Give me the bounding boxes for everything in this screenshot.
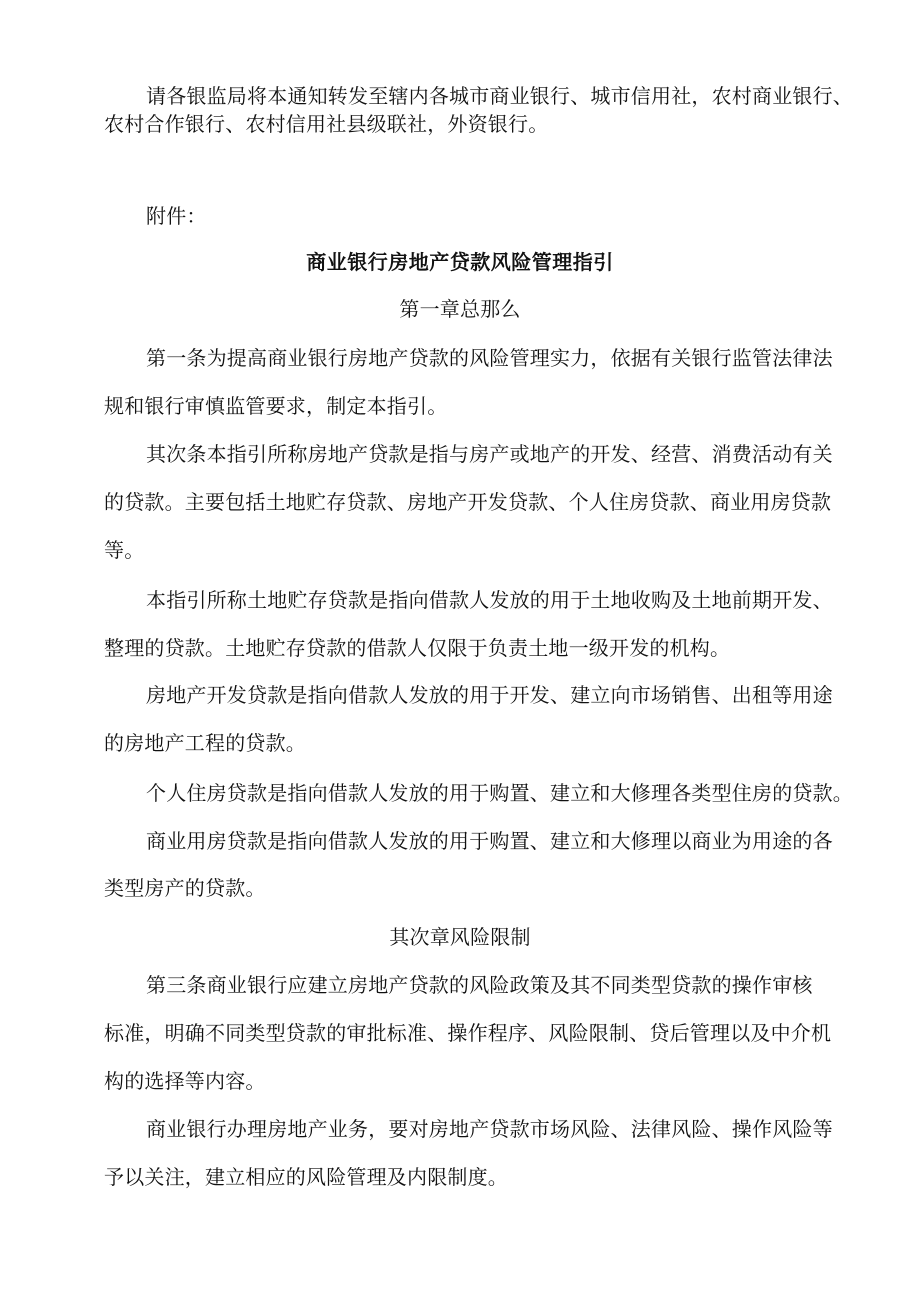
attachment-label: 附件：: [146, 204, 207, 228]
document-title: 商业银行房地产贷款风险管理指引: [306, 250, 614, 274]
paragraph-line: 规和银行审慎监管要求，制定本指引。: [104, 394, 448, 418]
paragraph-line: 农村合作银行、农村信用社县级联社，外资银行。: [104, 112, 549, 136]
paragraph-line: 本指引所称土地贮存贷款是指向借款人发放的用于土地收购及土地前期开发、: [146, 588, 833, 612]
paragraph-line: 第三条商业银行应建立房地产贷款的风险政策及其不同类型贷款的操作审核: [146, 973, 813, 997]
paragraph-line: 其次条本指引所称房地产贷款是指与房产或地产的开发、经营、消费活动有关: [146, 442, 833, 466]
paragraph-line: 等。: [104, 538, 145, 562]
paragraph-line: 的房地产工程的贷款。: [104, 731, 306, 755]
paragraph-line: 商业银行办理房地产业务，要对房地产贷款市场风险、法律风险、操作风险等: [146, 1117, 833, 1141]
paragraph-line: 房地产开发贷款是指向借款人发放的用于开发、建立向市场销售、出租等用途: [146, 683, 833, 707]
paragraph-line: 第一条为提高商业银行房地产贷款的风险管理实力，依据有关银行监管法律法: [146, 346, 833, 370]
paragraph-line: 商业用房贷款是指向借款人发放的用于购置、建立和大修理以商业为用途的各: [146, 829, 833, 853]
paragraph-line: 类型房产的贷款。: [104, 876, 266, 900]
paragraph-line: 构的选择等内容。: [104, 1069, 266, 1093]
paragraph-line: 标准，明确不同类型贷款的审批标准、操作程序、风险限制、贷后管理以及中介机: [104, 1021, 832, 1045]
paragraph-line: 予以关注，建立相应的风险管理及内限制度。: [104, 1165, 508, 1189]
chapter-heading: 其次章风险限制: [389, 925, 531, 949]
paragraph-line: 个人住房贷款是指向借款人发放的用于购置、建立和大修理各类型住房的贷款。: [146, 781, 853, 805]
paragraph-line: 请各银监局将本通知转发至辖内各城市商业银行、城市信用社，农村商业银行、: [146, 84, 853, 108]
paragraph-line: 的贷款。主要包括土地贮存贷款、房地产开发贷款、个人住房贷款、商业用房贷款: [104, 490, 832, 514]
paragraph-line: 整理的贷款。土地贮存贷款的借款人仅限于负责土地一级开发的机构。: [104, 636, 731, 660]
chapter-heading: 第一章总那么: [399, 297, 521, 321]
